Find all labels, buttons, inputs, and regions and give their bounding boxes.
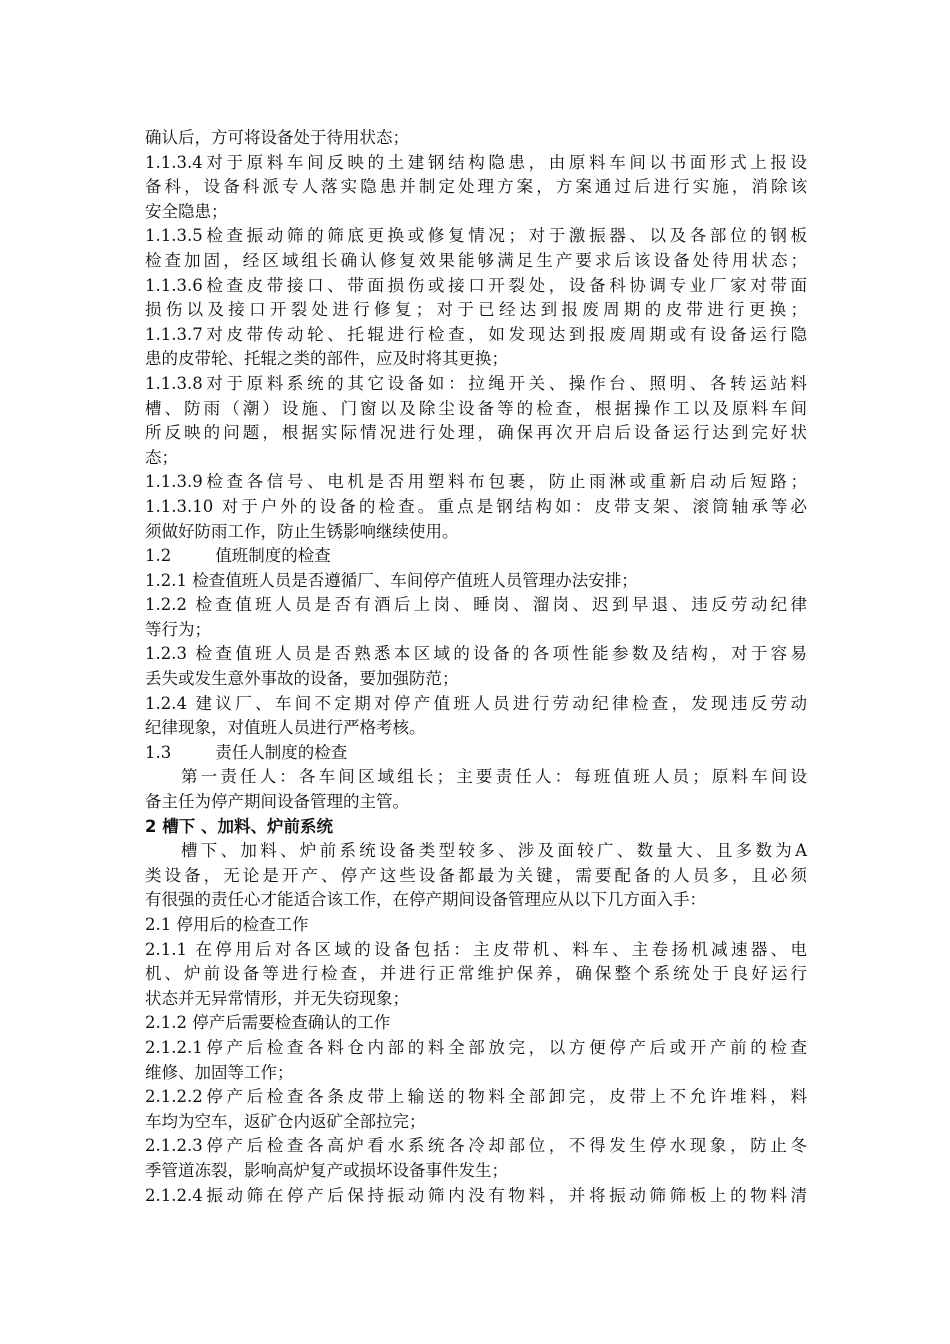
line-text: 1.2.1 检查值班人员是否遵循厂、车间停产值班人员管理办法安排； — [145, 570, 638, 590]
line-text: 1.1.3.8对于原料系统的其它设备如：拉绳开关、操作台、照明、各转运站料 — [145, 373, 807, 393]
line-text: 车均为空车，返矿仓内返矿全部拉完； — [145, 1111, 426, 1131]
line-text: 1.1.3.7对皮带传动轮、托辊进行检查，如发现达到报废周期或有设备运行隐 — [145, 324, 807, 344]
text-line — [145, 200, 807, 225]
section-number: 1.3 — [145, 742, 172, 762]
text-line — [145, 397, 807, 422]
text-line — [145, 938, 807, 963]
line-text: 患的皮带轮、托辊之类的部件，应及时将其更换； — [145, 349, 508, 369]
text-line — [145, 520, 807, 545]
line-text: 2.1.2.2停产后检查各条皮带上输送的物料全部卸完，皮带上不允许堆料，料 — [145, 1087, 807, 1107]
text-line — [145, 1036, 807, 1061]
text-line — [145, 569, 807, 594]
line-text: 等行为； — [145, 619, 211, 639]
line-text: 检查加固，经区域组长确认修复效果能够满足生产要求后该设备处待用状态； — [145, 250, 807, 270]
text-line — [145, 372, 807, 397]
text-line — [145, 249, 807, 274]
line-text: 维修、加固等工作； — [145, 1062, 294, 1082]
line-text: 态； — [145, 447, 178, 467]
text-line — [145, 446, 807, 471]
text-line — [145, 741, 807, 766]
line-text: 槽下、加料、炉前系统设备类型较多、涉及面较广、数量大、且多数为A — [181, 841, 807, 861]
text-line — [145, 913, 807, 938]
document-page — [145, 126, 807, 1208]
line-text: 1.2.4 建议厂、车间不定期对停产值班人员进行劳动纪律检查，发现违反劳动 — [145, 693, 807, 713]
line-text: 类设备，无论是开产、停产这些设备都最为关键，需要配备的人员多，且必须 — [145, 865, 807, 885]
line-text: 第一责任人：各车间区域组长；主要责任人：每班值班人员；原料车间设 — [181, 767, 807, 787]
line-text: 1.1.3.5检查振动筛的筛底更换或修复情况；对于激振器、以及各部位的钢板 — [145, 226, 807, 246]
text-line — [145, 1110, 807, 1135]
line-text: 所反映的问题，根据实际情况进行处理，确保再次开启后设备运行达到完好状 — [145, 423, 807, 443]
text-line — [145, 544, 807, 569]
line-text: 2.1.2.1停产后检查各料仓内部的料全部放完，以方便停产后或开产前的检查 — [145, 1037, 807, 1057]
text-line — [145, 298, 807, 323]
line-text: 须做好防雨工作，防止生锈影响继续使用。 — [145, 521, 459, 541]
line-text: 丢失或发生意外事故的设备，要加强防范； — [145, 669, 459, 689]
section-number: 1.2 — [145, 546, 172, 566]
text-line — [145, 470, 807, 495]
line-text: 状态并无异常情形，并无失窃现象； — [145, 988, 409, 1008]
line-text: 1.1.3.4对于原料车间反映的土建钢结构隐患，由原料车间以书面形式上报设 — [145, 152, 807, 172]
line-text: 1.1.3.10 对于户外的设备的检查。重点是钢结构如：皮带支架、滚筒轴承等必 — [145, 496, 807, 516]
text-line — [145, 667, 807, 692]
text-line — [145, 839, 807, 864]
line-text: 1.2.3 检查值班人员是否熟悉本区域的设备的各项性能参数及结构，对于容易 — [145, 644, 807, 664]
text-line — [145, 1134, 807, 1159]
text-line — [145, 618, 807, 643]
text-line — [145, 347, 807, 372]
text-line — [145, 962, 807, 987]
line-text: 纪律现象，对值班人员进行严格考核。 — [145, 718, 426, 738]
line-text: 1.1.3.6检查皮带接口、带面损伤或接口开裂处，设备科协调专业厂家对带面 — [145, 275, 807, 295]
text-line — [145, 274, 807, 299]
line-text: 2.1.2 停产后需要检查确认的工作 — [145, 1013, 391, 1033]
text-line — [145, 224, 807, 249]
section-heading — [145, 815, 807, 840]
text-line — [145, 1159, 807, 1184]
text-line — [145, 1085, 807, 1110]
text-line — [145, 151, 807, 176]
line-text: 2.1.2.4振动筛在停产后保持振动筛内没有物料，并将振动筛筛板上的物料清 — [145, 1185, 807, 1205]
text-line — [145, 593, 807, 618]
line-text: 2 槽下 、加料、炉前系统 — [145, 816, 333, 836]
line-text: 槽、防雨（潮）设施、门窗以及除尘设备等的检查，根据操作工以及原料车间 — [145, 398, 807, 418]
text-line — [145, 692, 807, 717]
line-text: 2.1.2.3停产后检查各高炉看水系统各冷却部位，不得发生停水现象，防止冬 — [145, 1136, 807, 1156]
text-line — [145, 716, 807, 741]
line-text: 确认后，方可将设备处于待用状态； — [145, 128, 409, 147]
line-text: 季管道冻裂，影响高炉复产或损坏设备事件发生； — [145, 1160, 508, 1180]
line-text: 1.2.2 检查值班人员是否有酒后上岗、睡岗、溜岗、迟到早退、违反劳动纪律 — [145, 595, 807, 615]
line-text: 2.1 停用后的检查工作 — [145, 915, 309, 934]
text-line — [145, 1184, 807, 1209]
line-text: 机、炉前设备等进行检查，并进行正常维护保养，确保整个系统处于良好运行 — [145, 964, 807, 984]
line-text: 1.1.3.9检查各信号、电机是否用塑料布包裹，防止雨淋或重新启动后短路； — [145, 472, 807, 492]
text-line — [145, 126, 807, 151]
line-text: 2.1.1 在停用后对各区域的设备包括：主皮带机、料车、主卷扬机减速器、电 — [145, 939, 807, 959]
text-line — [145, 888, 807, 913]
text-line — [145, 175, 807, 200]
text-line — [145, 1011, 807, 1036]
text-line — [145, 987, 807, 1012]
text-line — [145, 421, 807, 446]
line-text: 损伤以及接口开裂处进行修复；对于已经达到报废周期的皮带进行更换； — [145, 300, 807, 320]
text-line — [145, 765, 807, 790]
line-text: 安全隐患； — [145, 201, 228, 221]
line-text: 备科，设备科派专人落实隐患并制定处理方案，方案通过后进行实施，消除该 — [145, 177, 807, 197]
line-text: 有很强的责任心才能适合该工作，在停产期间设备管理应从以下几方面入手： — [145, 890, 706, 910]
line-text: 备主任为停产期间设备管理的主管。 — [145, 792, 409, 812]
line-text: 值班制度的检查 — [215, 546, 331, 566]
text-line — [145, 323, 807, 348]
text-line — [145, 864, 807, 889]
text-line — [145, 790, 807, 815]
text-line — [145, 642, 807, 667]
line-text: 责任人制度的检查 — [215, 742, 348, 762]
text-line — [145, 1061, 807, 1086]
text-line — [145, 495, 807, 520]
